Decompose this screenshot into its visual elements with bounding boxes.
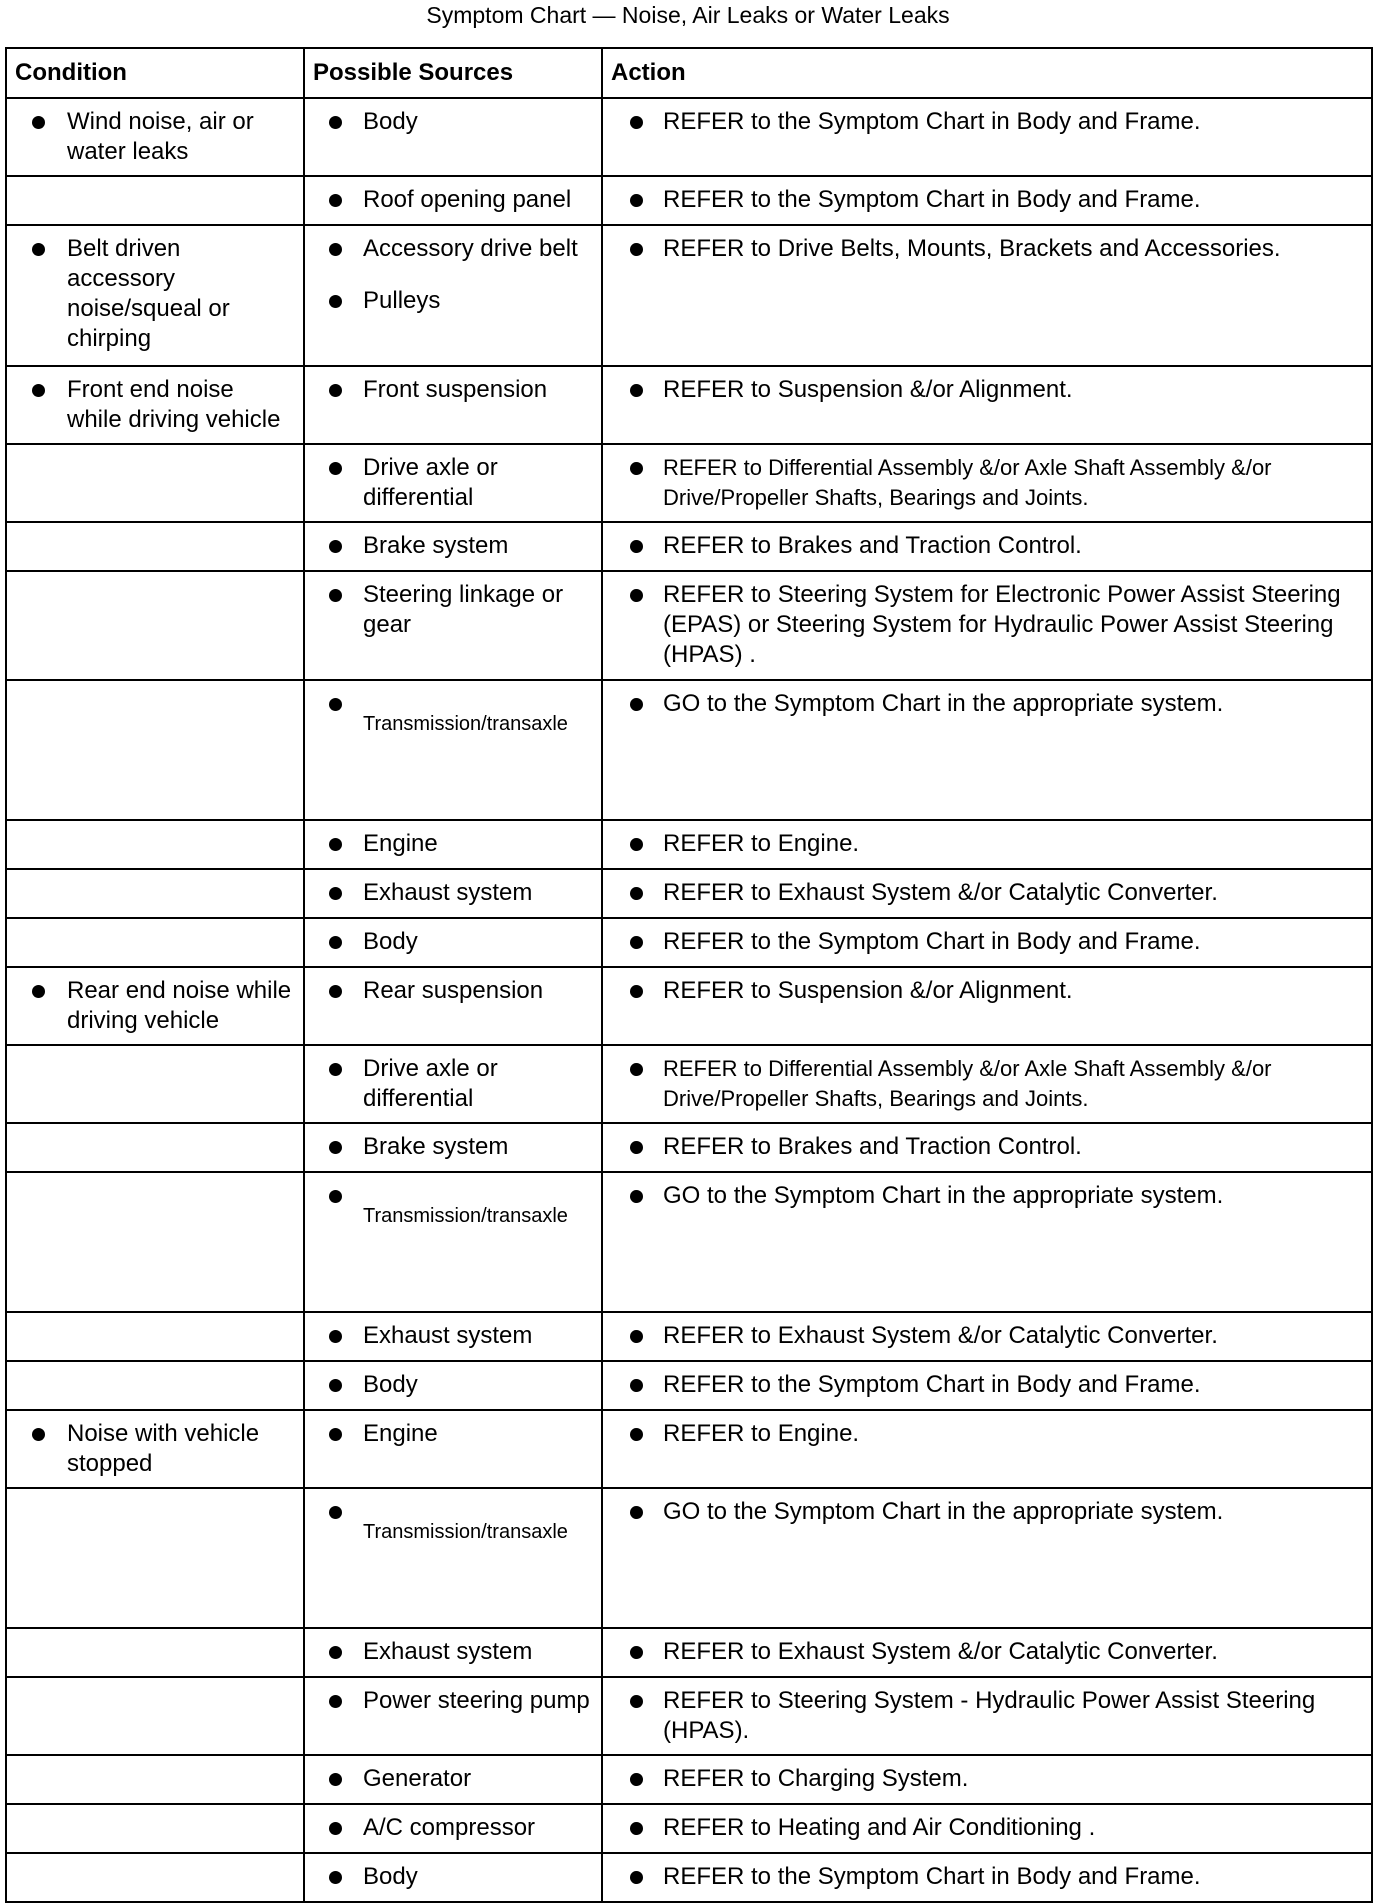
table-row [6,1488,1372,1628]
bullet-icon [630,1063,643,1076]
action-text: REFER to Heating and Air Conditioning . [663,1814,1096,1841]
condition-cell [6,820,304,869]
source-text: Front suspension [363,376,548,403]
action-text: REFER to the Symptom Chart in Body and Frame. [663,186,1201,213]
bullet-icon [630,1330,643,1343]
table-row [6,522,1372,571]
source-text: Transmission/transaxle [363,1205,568,1227]
source-cell [304,366,602,444]
source-cell [304,176,602,225]
action-cell [602,1488,1372,1628]
bullet-icon [329,194,342,207]
source-text: Roof opening panel [363,186,572,213]
action-cell [602,366,1372,444]
condition-text: Wind noise, air or water leaks [67,108,254,165]
table-row [6,1804,1372,1853]
bullet-icon [329,1330,342,1343]
bullet-icon [329,698,342,711]
action-cell [602,1123,1372,1172]
source-text: Transmission/transaxle [363,713,568,735]
action-cell [602,1677,1372,1755]
source-text: Pulleys [363,287,441,314]
condition-cell [6,1312,304,1361]
bullet-icon [630,1822,643,1835]
condition-cell [6,366,304,444]
condition-cell [6,1123,304,1172]
action-text: REFER to Suspension &/or Alignment. [663,977,1073,1004]
bullet-icon [630,589,643,602]
bullet-icon [630,887,643,900]
action-cell [602,1628,1372,1677]
action-cell [602,98,1372,176]
bullet-icon [329,1871,342,1884]
source-cell [304,1677,602,1755]
table-row [6,1123,1372,1172]
source-text: Rear suspension [363,977,544,1004]
action-text: REFER to Exhaust System &/or Catalytic Converter. [663,879,1218,906]
source-text: Exhaust system [363,1322,533,1349]
symptom-chart-table [5,47,1373,1903]
source-text: Brake system [363,1133,509,1160]
table-row [6,1410,1372,1488]
bullet-icon [630,384,643,397]
source-text: Body [363,928,418,955]
source-cell [304,680,602,820]
column-header-sources: Possible Sources [304,48,602,98]
condition-cell [6,1677,304,1755]
bullet-icon [32,1428,45,1441]
source-text: Engine [363,830,438,857]
action-cell [602,1045,1372,1123]
condition-cell [6,225,304,366]
condition-text: Belt driven accessory noise/squeal or chirping [67,235,230,352]
condition-cell [6,1628,304,1677]
source-cell [304,1804,602,1853]
table-row [6,1853,1372,1902]
action-cell [602,1172,1372,1312]
condition-cell [6,522,304,571]
condition-cell [6,1755,304,1804]
table-row [6,820,1372,869]
action-cell [602,869,1372,918]
bullet-icon [630,540,643,553]
bullet-icon [329,1379,342,1392]
action-text: GO to the Symptom Chart in the appropriate system. [663,1182,1224,1209]
action-text: REFER to Steering System for Electronic Power Assist Steering (EPAS) or Steering System for Hydraulic Power Assist Steering (HPAS) . [663,581,1341,668]
table-row [6,571,1372,680]
action-text: REFER to Differential Assembly &/or Axle Shaft Assembly &/or Drive/Propeller Shafts, Bearings and Joints. [663,1056,1272,1111]
source-cell [304,918,602,967]
bullet-icon [329,838,342,851]
condition-cell [6,176,304,225]
source-cell [304,1312,602,1361]
bullet-icon [329,1063,342,1076]
condition-cell [6,918,304,967]
source-cell [304,98,602,176]
bullet-icon [32,384,45,397]
bullet-icon [630,936,643,949]
table-row [6,176,1372,225]
bullet-icon [329,1773,342,1786]
bullet-icon [630,1141,643,1154]
bullet-icon [329,589,342,602]
bullet-icon [630,698,643,711]
action-text: REFER to Charging System. [663,1765,969,1792]
source-text: Engine [363,1420,438,1447]
action-cell [602,680,1372,820]
table-row [6,1755,1372,1804]
condition-cell [6,98,304,176]
source-text: Body [363,108,418,135]
source-cell [304,1628,602,1677]
bullet-icon [630,1428,643,1441]
source-cell [304,820,602,869]
source-cell [304,1361,602,1410]
table-row [6,444,1372,522]
action-cell [602,522,1372,571]
action-text: GO to the Symptom Chart in the appropriate system. [663,690,1224,717]
bullet-icon [630,1695,643,1708]
bullet-icon [630,194,643,207]
condition-cell [6,1361,304,1410]
action-cell [602,1755,1372,1804]
source-text: A/C compressor [363,1814,536,1841]
source-text: Drive axle or differential [363,1055,498,1112]
bullet-icon [329,540,342,553]
source-text: Power steering pump [363,1687,590,1714]
table-header-row [6,48,1372,98]
source-cell [304,1172,602,1312]
table-row [6,869,1372,918]
source-text: Transmission/transaxle [363,1521,568,1543]
bullet-icon [630,1379,643,1392]
action-text: REFER to the Symptom Chart in Body and Frame. [663,928,1201,955]
source-cell [304,225,602,366]
bullet-icon [630,1646,643,1659]
condition-cell [6,967,304,1045]
bullet-icon [630,1506,643,1519]
condition-cell [6,680,304,820]
table-row [6,967,1372,1045]
condition-cell [6,1045,304,1123]
condition-text: Rear end noise while driving vehicle [67,977,292,1034]
action-cell [602,1312,1372,1361]
condition-cell [6,869,304,918]
bullet-icon [329,384,342,397]
table-row [6,1628,1372,1677]
condition-cell [6,1172,304,1312]
bullet-icon [329,1646,342,1659]
source-cell [304,1045,602,1123]
column-header-condition: Condition [6,48,304,98]
page-title: Symptom Chart — Noise, Air Leaks or Water Leaks [426,2,950,28]
condition-cell [6,1410,304,1488]
bullet-icon [630,116,643,129]
condition-cell [6,1853,304,1902]
bullet-icon [630,1871,643,1884]
bullet-icon [32,985,45,998]
source-cell [304,522,602,571]
condition-text: Front end noise while driving vehicle [67,376,281,433]
action-cell [602,1361,1372,1410]
table-row [6,918,1372,967]
table-row [6,1361,1372,1410]
bullet-icon [329,1695,342,1708]
source-text: Drive axle or differential [363,454,498,511]
action-text: REFER to Exhaust System &/or Catalytic Converter. [663,1322,1218,1349]
action-text: GO to the Symptom Chart in the appropriate system. [663,1498,1224,1525]
source-cell [304,571,602,680]
action-cell [602,571,1372,680]
condition-cell [6,1488,304,1628]
condition-text: Noise with vehicle stopped [67,1420,260,1477]
source-text: Body [363,1371,418,1398]
source-cell [304,1410,602,1488]
source-text: Brake system [363,532,509,559]
source-text: Steering linkage or gear [363,581,564,638]
action-text: REFER to the Symptom Chart in Body and Frame. [663,108,1201,135]
condition-cell [6,571,304,680]
bullet-icon [329,936,342,949]
bullet-icon [630,1773,643,1786]
action-text: REFER to Engine. [663,830,860,857]
table-row [6,1045,1372,1123]
action-cell [602,967,1372,1045]
bullet-icon [32,243,45,256]
table-row [6,366,1372,444]
source-cell [304,444,602,522]
action-text: REFER to Brakes and Traction Control. [663,1133,1082,1160]
action-text: REFER to Drive Belts, Mounts, Brackets and Accessories. [663,235,1281,262]
action-text: REFER to Engine. [663,1420,860,1447]
table-row [6,1312,1372,1361]
table-row [6,680,1372,820]
bullet-icon [329,1190,342,1203]
bullet-icon [329,1822,342,1835]
bullet-icon [630,1190,643,1203]
action-cell [602,918,1372,967]
action-text: REFER to Steering System - Hydraulic Power Assist Steering (HPAS). [663,1687,1316,1744]
bullet-icon [329,887,342,900]
bullet-icon [630,462,643,475]
action-text: REFER to Suspension &/or Alignment. [663,376,1073,403]
bullet-icon [329,462,342,475]
action-cell [602,444,1372,522]
source-cell [304,1123,602,1172]
action-cell [602,820,1372,869]
bullet-icon [329,243,342,256]
action-cell [602,225,1372,366]
bullet-icon [329,1506,342,1519]
action-cell [602,1853,1372,1902]
condition-cell [6,1804,304,1853]
source-cell [304,967,602,1045]
source-text: Accessory drive belt [363,235,578,262]
source-text: Generator [363,1765,472,1792]
action-text: REFER to Differential Assembly &/or Axle Shaft Assembly &/or Drive/Propeller Shafts, Bearings and Joints. [663,455,1272,510]
bullet-icon [630,985,643,998]
action-text: REFER to Exhaust System &/or Catalytic Converter. [663,1638,1218,1665]
action-text: REFER to the Symptom Chart in Body and Frame. [663,1371,1201,1398]
bullet-icon [329,985,342,998]
bullet-icon [329,1428,342,1441]
source-cell [304,869,602,918]
table-row [6,1172,1372,1312]
action-cell [602,176,1372,225]
bullet-icon [630,243,643,256]
bullet-icon [329,116,342,129]
source-text: Body [363,1863,418,1890]
source-text: Exhaust system [363,879,533,906]
source-cell [304,1853,602,1902]
table-row [6,225,1372,366]
action-cell [602,1804,1372,1853]
bullet-icon [329,1141,342,1154]
bullet-icon [329,295,342,308]
table-row [6,98,1372,176]
action-text: REFER to Brakes and Traction Control. [663,532,1082,559]
source-text: Exhaust system [363,1638,533,1665]
source-cell [304,1488,602,1628]
column-header-action: Action [602,48,1372,98]
action-text: REFER to the Symptom Chart in Body and Frame. [663,1863,1201,1890]
source-cell [304,1755,602,1804]
table-row [6,1677,1372,1755]
condition-cell [6,444,304,522]
action-cell [602,1410,1372,1488]
bullet-icon [630,838,643,851]
bullet-icon [32,116,45,129]
